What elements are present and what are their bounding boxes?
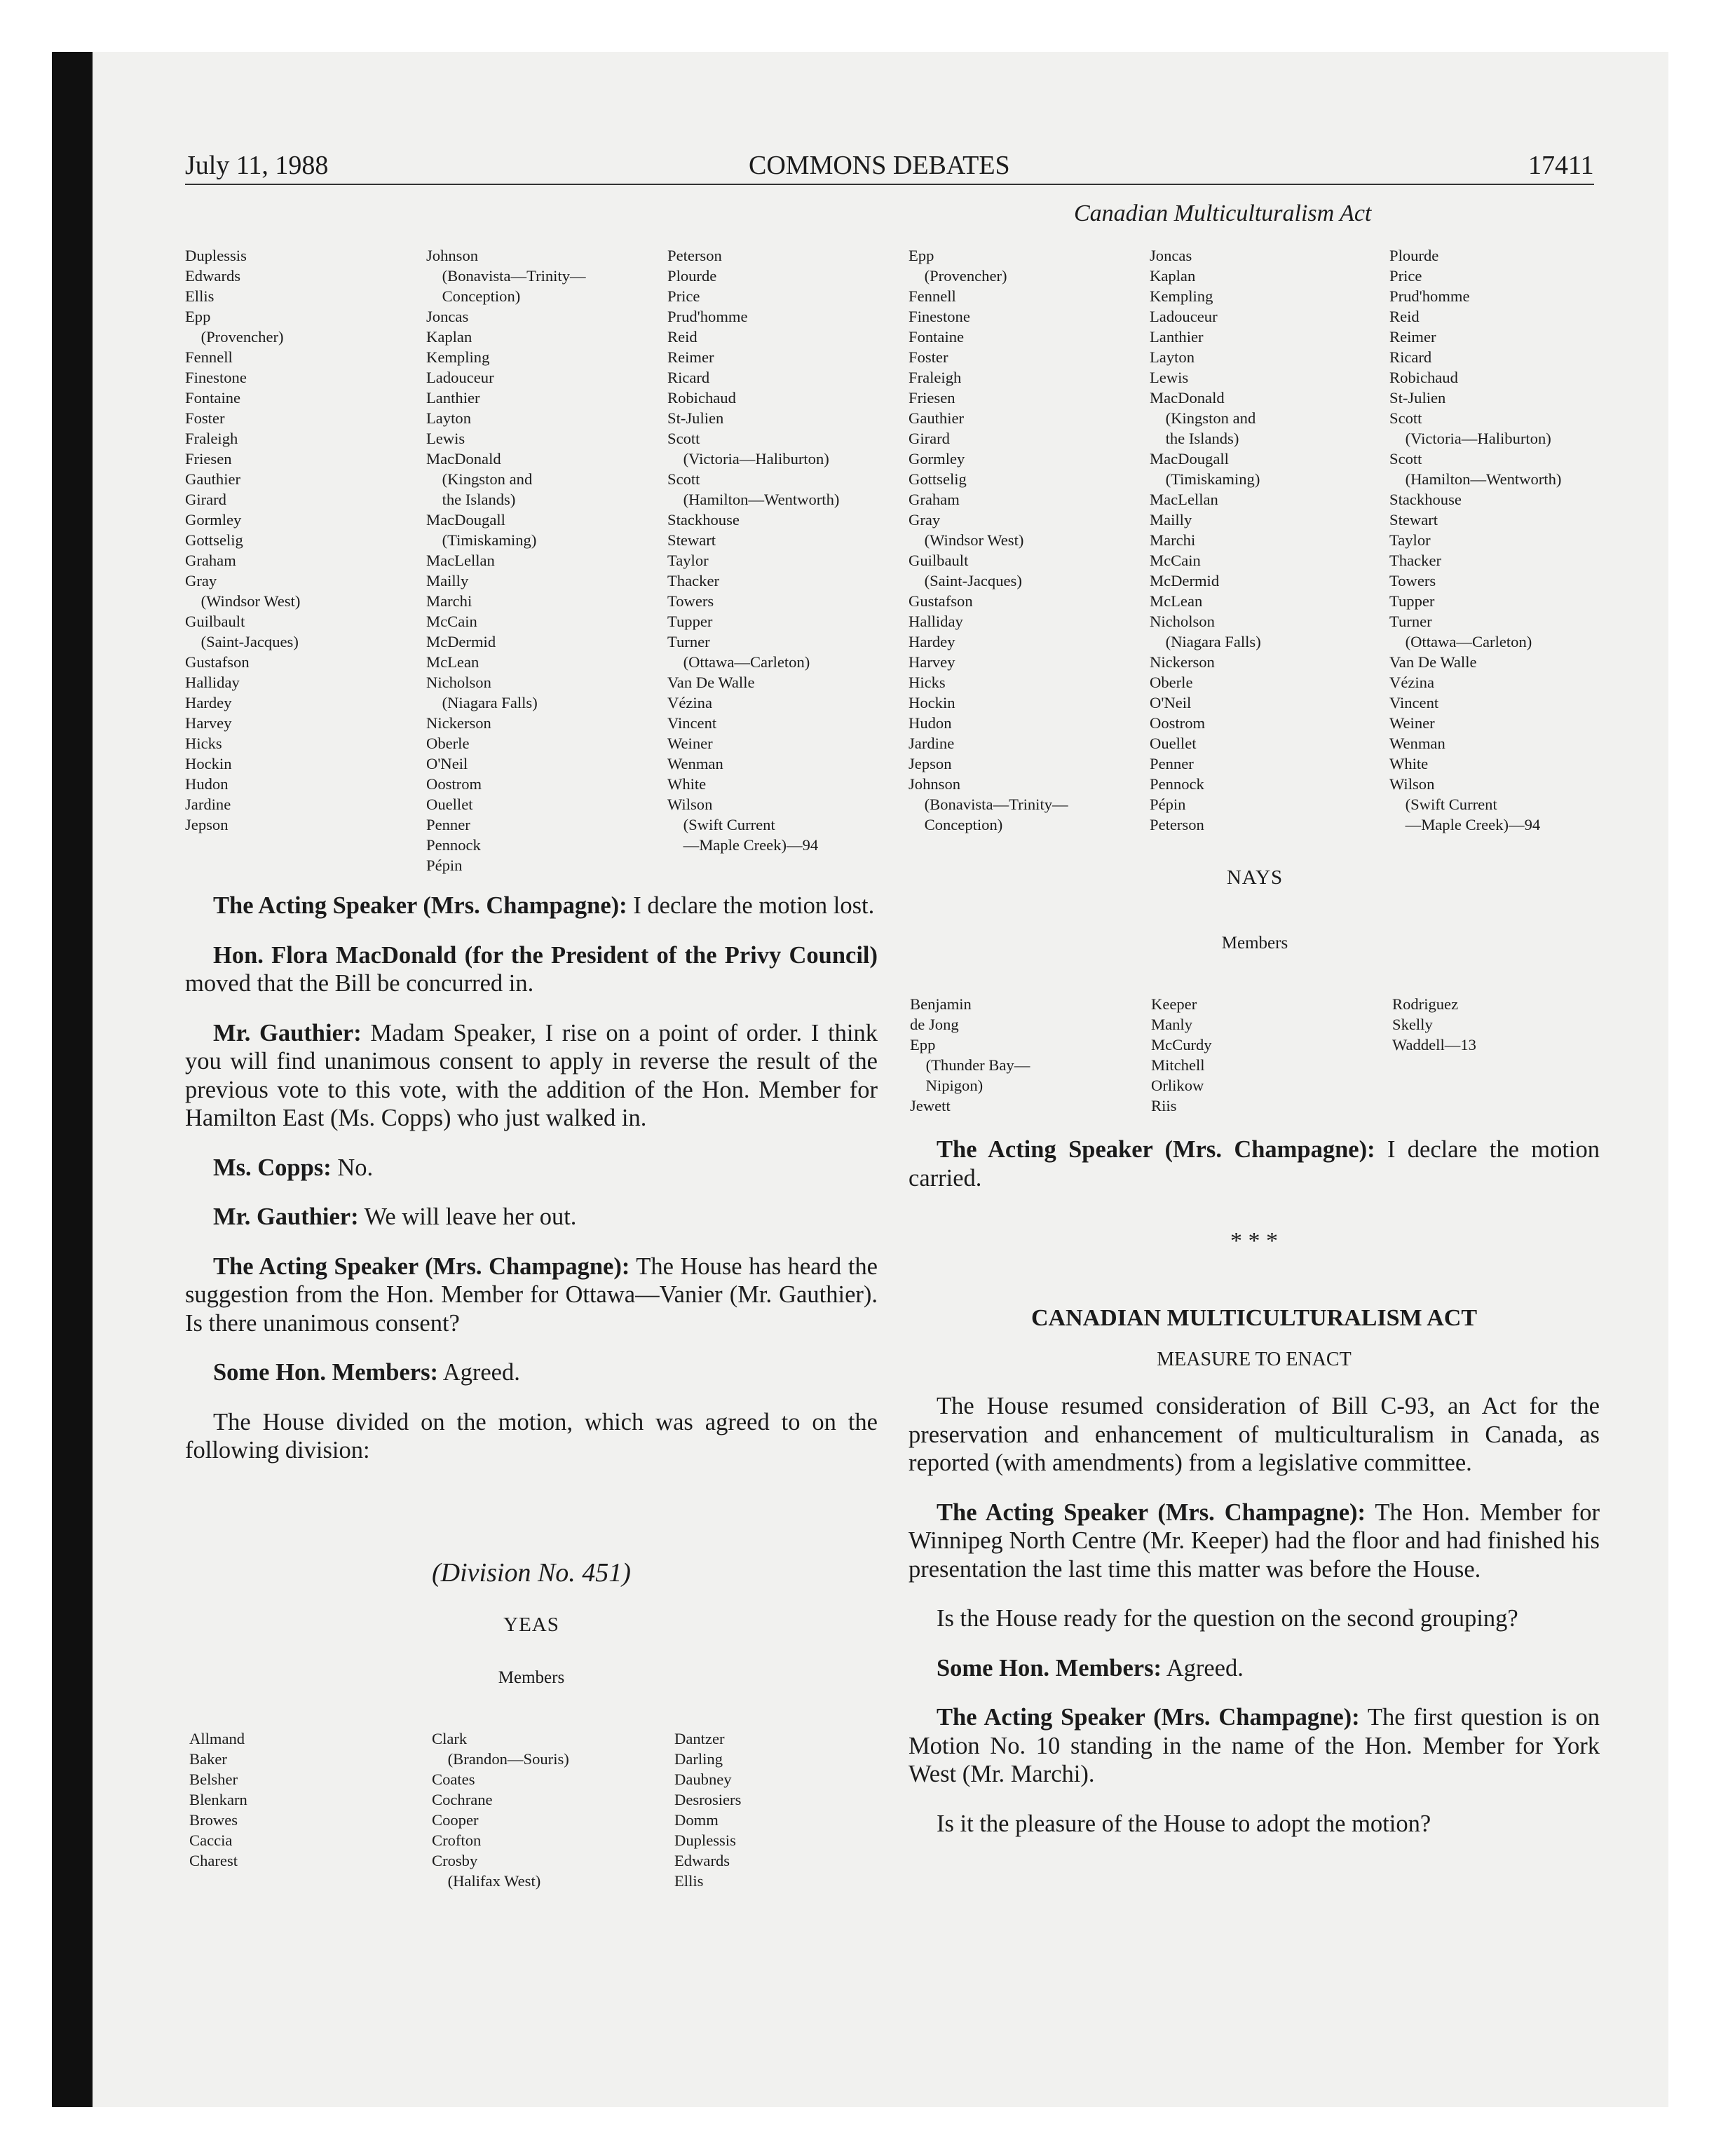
- member-name: (Windsor West): [909, 531, 1024, 549]
- header-publication: COMMONS DEBATES: [749, 151, 1010, 180]
- member-name: Penner: [1150, 755, 1194, 772]
- member-name: Cooper: [432, 1811, 479, 1829]
- member-name: Oberle: [426, 735, 470, 752]
- speech-text: The House has heard the suggestion from the Hon. Member for Ottawa—Vanier (Mr. Gauthier). Is there unanimous consent?: [185, 1253, 878, 1337]
- member-name: Fennell: [909, 287, 956, 305]
- member-name: Hicks: [909, 674, 946, 691]
- member-name: Guilbault: [185, 613, 245, 630]
- member-name: Prud'homme: [1389, 287, 1470, 305]
- member-name: White: [667, 775, 707, 793]
- running-head: Canadian Multiculturalism Act: [1074, 200, 1372, 226]
- member-name: Taylor: [1389, 531, 1431, 549]
- member-name: Marchi: [426, 592, 472, 610]
- member-name: Thacker: [667, 572, 720, 589]
- member-name: Harvey: [909, 653, 955, 671]
- member-name: (Timiskaming): [1150, 470, 1260, 488]
- member-name: (Kingston and: [426, 470, 533, 488]
- speech-text: No.: [331, 1154, 374, 1181]
- member-name: the Islands): [1150, 430, 1239, 447]
- member-name: Gauthier: [909, 409, 965, 427]
- speaker-name: Mr. Gauthier:: [213, 1203, 359, 1230]
- speaker-name: Ms. Copps:: [213, 1154, 332, 1181]
- division-title: (Division No. 451): [432, 1558, 631, 1588]
- speech-text: Agreed.: [437, 1359, 520, 1386]
- member-name: Hardey: [185, 694, 232, 711]
- speech-text: The first question is on Motion No. 10 standing in the name of the Hon. Member for York West (Mr. Marchi).: [909, 1704, 1600, 1787]
- speaker-name: Mr. Gauthier:: [213, 1019, 362, 1046]
- member-name: Ouellet: [426, 796, 473, 813]
- member-name: Weiner: [1389, 714, 1435, 732]
- member-name: Crofton: [432, 1831, 482, 1849]
- member-name: Prud'homme: [667, 308, 748, 325]
- member-name: (Ottawa—Carleton): [1389, 633, 1532, 650]
- member-name: (Niagara Falls): [1150, 633, 1261, 650]
- member-name: Gray: [185, 572, 217, 589]
- division-intro: The House divided on the motion, which was agreed to on the following division:: [185, 1408, 878, 1464]
- member-name: White: [1389, 755, 1429, 772]
- header-rule: [185, 184, 1594, 185]
- member-name: Halliday: [185, 674, 240, 691]
- speaker-name: Hon. Flora MacDonald (for the President of the Privy Council): [213, 941, 878, 969]
- member-name: Robichaud: [1389, 369, 1458, 386]
- member-name: Friesen: [909, 389, 955, 407]
- member-name: Lewis: [1150, 369, 1189, 386]
- member-name: Jepson: [909, 755, 952, 772]
- member-name: Hardey: [909, 633, 955, 650]
- member-name: Crosby: [432, 1852, 478, 1869]
- member-name: O'Neil: [426, 755, 468, 772]
- member-name: Penner: [426, 816, 470, 833]
- member-name: Oostrom: [426, 775, 482, 793]
- member-name: Reid: [1389, 308, 1420, 325]
- member-name: Wenman: [1389, 735, 1445, 752]
- member-name: Finestone: [909, 308, 970, 325]
- member-name: Fontaine: [185, 389, 241, 407]
- member-name: Edwards: [674, 1852, 730, 1869]
- speaker-name: The Acting Speaker (Mrs. Champagne):: [213, 892, 627, 919]
- member-name: Blenkarn: [189, 1791, 247, 1808]
- member-name: Charest: [189, 1852, 238, 1869]
- member-name: Dantzer: [674, 1730, 725, 1747]
- yeas-list-col2: [432, 1728, 569, 1891]
- member-name: Halliday: [909, 613, 963, 630]
- speaker-name: Some Hon. Members:: [937, 1654, 1162, 1681]
- member-name: Stewart: [1389, 511, 1438, 528]
- member-name: Caccia: [189, 1831, 233, 1849]
- member-name: (Thunder Bay—: [910, 1056, 1030, 1074]
- member-name: St-Julien: [1389, 389, 1446, 407]
- member-name: Cochrane: [432, 1791, 493, 1808]
- member-name: Ellis: [185, 287, 215, 305]
- member-name: Vézina: [667, 694, 712, 711]
- nays-members-label: Members: [1221, 934, 1288, 953]
- nays-list-col3: [1392, 994, 1476, 1055]
- member-name: Vézina: [1389, 674, 1434, 691]
- member-name: St-Julien: [667, 409, 724, 427]
- nays-heading: NAYS: [1226, 866, 1284, 889]
- member-name: Riis: [1151, 1097, 1177, 1114]
- member-name: Ladouceur: [426, 369, 494, 386]
- member-name: MacDonald: [1150, 389, 1225, 407]
- member-name: Baker: [189, 1750, 227, 1768]
- member-name: Foster: [185, 409, 225, 427]
- member-name: Towers: [1389, 572, 1436, 589]
- member-name: Turner: [667, 633, 710, 650]
- member-name: Desrosiers: [674, 1791, 742, 1808]
- member-name: Reid: [667, 328, 698, 346]
- member-name: Girard: [185, 491, 226, 508]
- member-name: (Victoria—Haliburton): [1389, 430, 1551, 447]
- member-name: Mailly: [1150, 511, 1192, 528]
- member-name: Stackhouse: [667, 511, 740, 528]
- left-column-text: [185, 892, 878, 1486]
- member-name: Browes: [189, 1811, 238, 1829]
- member-name: Kempling: [426, 348, 490, 366]
- member-name: Graham: [185, 552, 236, 569]
- member-name: Taylor: [667, 552, 709, 569]
- member-name: Fennell: [185, 348, 233, 366]
- right-column-text: [909, 1392, 1600, 1859]
- member-name: Graham: [909, 491, 960, 508]
- speaker-name: Some Hon. Members:: [213, 1359, 438, 1386]
- member-name: Nickerson: [1150, 653, 1215, 671]
- member-name: Conception): [426, 287, 521, 305]
- section-title: CANADIAN MULTICULTURALISM ACT: [1030, 1305, 1478, 1331]
- speech-text: moved that the Bill be concurred in.: [185, 970, 534, 997]
- member-name: Nicholson: [426, 674, 491, 691]
- member-name: Pépin: [426, 857, 463, 874]
- nays-list-col1: [910, 994, 1030, 1116]
- member-name: (Swift Current: [667, 816, 775, 833]
- member-name: McCurdy: [1151, 1036, 1212, 1053]
- yeas-heading: YEAS: [503, 1613, 559, 1636]
- member-name: Foster: [909, 348, 948, 366]
- section-separator-stars: * * *: [1230, 1228, 1278, 1254]
- member-name: (Windsor West): [185, 592, 301, 610]
- speaker-name: The Acting Speaker (Mrs. Champagne):: [937, 1704, 1360, 1731]
- member-name: Oostrom: [1150, 714, 1206, 732]
- member-name: Harvey: [185, 714, 232, 732]
- member-name: Fontaine: [909, 328, 965, 346]
- member-name: McDermid: [1150, 572, 1220, 589]
- member-name: Darling: [674, 1750, 723, 1768]
- member-name: Ricard: [1389, 348, 1432, 366]
- speech-text: Madam Speaker, I rise on a point of order. I think you will find unanimous consent to apply in reverse the result of the previous vote to this vote, with the addition of the Hon. Member for Hamilton East (Ms. Copps) who just walked in.: [185, 1019, 878, 1131]
- member-name: (Bonavista—Trinity—: [426, 267, 586, 285]
- member-name: Gormley: [185, 511, 242, 528]
- member-name: Van De Walle: [667, 674, 755, 691]
- member-name: McCain: [1150, 552, 1201, 569]
- member-name: Nickerson: [426, 714, 491, 732]
- member-name: MacLellan: [426, 552, 495, 569]
- member-name: Peterson: [1150, 816, 1204, 833]
- member-name: Joncas: [1150, 247, 1192, 264]
- member-name: Hockin: [909, 694, 955, 711]
- member-name: Epp: [185, 308, 211, 325]
- member-name: Epp: [909, 247, 934, 264]
- member-name: Tupper: [1389, 592, 1435, 610]
- speaker-name: The Acting Speaker (Mrs. Champagne):: [937, 1499, 1366, 1526]
- member-name: —Maple Creek)—94: [667, 836, 819, 854]
- member-name: McCain: [426, 613, 477, 630]
- member-name: Clark: [432, 1730, 468, 1747]
- member-name: Girard: [909, 430, 950, 447]
- member-name: Conception): [909, 816, 1003, 833]
- speech-text: I declare the motion lost.: [627, 892, 875, 919]
- member-name: Kempling: [1150, 287, 1213, 305]
- member-name: (Saint-Jacques): [185, 633, 299, 650]
- nays-list-col2: [1151, 994, 1212, 1116]
- member-name: Stewart: [667, 531, 716, 549]
- member-name: O'Neil: [1150, 694, 1192, 711]
- member-name: Vincent: [1389, 694, 1439, 711]
- yeas-list-continued-col2: [426, 245, 586, 875]
- member-name: Domm: [674, 1811, 719, 1829]
- carried-text: [909, 1135, 1600, 1213]
- bill-resumed-text: The House resumed consideration of Bill C-93, an Act for the preservation and enhancement of multiculturalism in Canada, as reported (with amendments) from a legislative committee.: [909, 1393, 1600, 1476]
- member-name: Duplessis: [185, 247, 247, 264]
- member-name: Scott: [667, 470, 700, 488]
- scan-binding-edge: [52, 52, 93, 2107]
- member-name: Gustafson: [909, 592, 973, 610]
- member-name: Lanthier: [426, 389, 480, 407]
- member-name: Scott: [1389, 450, 1422, 468]
- member-name: Wilson: [667, 796, 713, 813]
- member-name: (Hamilton—Wentworth): [1389, 470, 1562, 488]
- member-name: Jewett: [910, 1097, 951, 1114]
- member-name: Layton: [1150, 348, 1195, 366]
- member-name: Keeper: [1151, 995, 1197, 1013]
- member-name: Nicholson: [1150, 613, 1215, 630]
- member-name: Towers: [667, 592, 714, 610]
- member-name: Guilbault: [909, 552, 969, 569]
- yeas-members-label: Members: [498, 1668, 565, 1687]
- member-name: (Provencher): [909, 267, 1007, 285]
- member-name: Orlikow: [1151, 1077, 1204, 1094]
- member-name: Kaplan: [1150, 267, 1196, 285]
- member-name: Jepson: [185, 816, 229, 833]
- member-name: Lanthier: [1150, 328, 1204, 346]
- member-name: Van De Walle: [1389, 653, 1477, 671]
- member-name: Marchi: [1150, 531, 1196, 549]
- member-name: Finestone: [185, 369, 247, 386]
- member-name: (Swift Current: [1389, 796, 1497, 813]
- member-name: MacLellan: [1150, 491, 1218, 508]
- member-name: Fraleigh: [909, 369, 962, 386]
- member-name: (Kingston and: [1150, 409, 1256, 427]
- member-name: Vincent: [667, 714, 717, 732]
- member-name: (Hamilton—Wentworth): [667, 491, 840, 508]
- member-name: McLean: [1150, 592, 1203, 610]
- member-name: Johnson: [426, 247, 479, 264]
- speech-text: I declare the motion carried.: [909, 1136, 1600, 1192]
- member-name: Stackhouse: [1389, 491, 1462, 508]
- yeas-list-col3: [674, 1728, 741, 1891]
- speech-text: Agreed.: [1161, 1654, 1244, 1681]
- member-name: Pennock: [426, 836, 481, 854]
- member-name: Gauthier: [185, 470, 241, 488]
- member-name: Nipigon): [910, 1077, 984, 1094]
- yeas-list-continued-col3: [667, 245, 839, 855]
- member-name: Kaplan: [426, 328, 472, 346]
- member-name: Duplessis: [674, 1831, 736, 1849]
- member-name: (Halifax West): [432, 1872, 541, 1890]
- member-name: (Bonavista—Trinity—: [909, 796, 1068, 813]
- member-name: MacDonald: [426, 450, 501, 468]
- member-name: Gustafson: [185, 653, 250, 671]
- member-name: Price: [667, 287, 700, 305]
- member-name: Hicks: [185, 735, 222, 752]
- yeas-list-continued-col1: [185, 245, 300, 835]
- member-name: (Ottawa—Carleton): [667, 653, 810, 671]
- member-name: Benjamin: [910, 995, 972, 1013]
- member-name: Pépin: [1150, 796, 1186, 813]
- member-name: Plourde: [667, 267, 717, 285]
- member-name: Ricard: [667, 369, 710, 386]
- member-name: Peterson: [667, 247, 722, 264]
- yeas-list-col1: [189, 1728, 247, 1871]
- header-page-number: 17411: [1528, 151, 1594, 180]
- member-name: Rodriguez: [1392, 995, 1459, 1013]
- member-name: Belsher: [189, 1770, 238, 1788]
- member-name: (Victoria—Haliburton): [667, 450, 829, 468]
- member-name: de Jong: [910, 1016, 959, 1033]
- member-name: Gottselig: [909, 470, 967, 488]
- member-name: Allmand: [189, 1730, 245, 1747]
- member-name: Scott: [667, 430, 700, 447]
- member-name: Lewis: [426, 430, 465, 447]
- member-name: Thacker: [1389, 552, 1442, 569]
- member-name: Pennock: [1150, 775, 1204, 793]
- member-name: Epp: [910, 1036, 936, 1053]
- question-text: Is the House ready for the question on the second grouping?: [937, 1605, 1518, 1632]
- question-text: Is it the pleasure of the House to adopt the motion?: [937, 1810, 1431, 1837]
- member-name: Plourde: [1389, 247, 1439, 264]
- yeas-list-right-col3: [1389, 245, 1561, 835]
- member-name: McDermid: [426, 633, 496, 650]
- member-name: Reimer: [667, 348, 714, 366]
- member-name: Reimer: [1389, 328, 1436, 346]
- member-name: Coates: [432, 1770, 475, 1788]
- member-name: Joncas: [426, 308, 469, 325]
- member-name: Skelly: [1392, 1016, 1433, 1033]
- member-name: Layton: [426, 409, 471, 427]
- member-name: MacDougall: [1150, 450, 1229, 468]
- header-date: July 11, 1988: [185, 151, 329, 180]
- member-name: Hockin: [185, 755, 232, 772]
- speaker-name: The Acting Speaker (Mrs. Champagne):: [937, 1136, 1375, 1163]
- member-name: Johnson: [909, 775, 961, 793]
- member-name: Gray: [909, 511, 941, 528]
- member-name: (Brandon—Souris): [432, 1750, 569, 1768]
- member-name: Mailly: [426, 572, 469, 589]
- section-subtitle: MEASURE TO ENACT: [1157, 1349, 1352, 1370]
- member-name: Tupper: [667, 613, 713, 630]
- member-name: Wilson: [1389, 775, 1435, 793]
- member-name: Friesen: [185, 450, 232, 468]
- member-name: Hudon: [909, 714, 952, 732]
- member-name: Ladouceur: [1150, 308, 1218, 325]
- member-name: (Provencher): [185, 328, 284, 346]
- member-name: Hudon: [185, 775, 229, 793]
- member-name: Mitchell: [1151, 1056, 1205, 1074]
- member-name: Jardine: [185, 796, 231, 813]
- member-name: Waddell—13: [1392, 1036, 1476, 1053]
- member-name: (Saint-Jacques): [909, 572, 1022, 589]
- member-name: Oberle: [1150, 674, 1193, 691]
- member-name: (Timiskaming): [426, 531, 537, 549]
- member-name: Scott: [1389, 409, 1422, 427]
- member-name: Weiner: [667, 735, 713, 752]
- member-name: Daubney: [674, 1770, 732, 1788]
- member-name: Price: [1389, 267, 1422, 285]
- member-name: Robichaud: [667, 389, 736, 407]
- member-name: Edwards: [185, 267, 241, 285]
- member-name: the Islands): [426, 491, 516, 508]
- speech-text: We will leave her out.: [358, 1203, 577, 1230]
- member-name: (Niagara Falls): [426, 694, 538, 711]
- member-name: McLean: [426, 653, 479, 671]
- member-name: Manly: [1151, 1016, 1192, 1033]
- yeas-list-right-col1: [909, 245, 1068, 835]
- member-name: Gormley: [909, 450, 965, 468]
- member-name: Jardine: [909, 735, 955, 752]
- member-name: Wenman: [667, 755, 723, 772]
- yeas-list-right-col2: [1150, 245, 1261, 835]
- member-name: Ouellet: [1150, 735, 1197, 752]
- member-name: Ellis: [674, 1872, 704, 1890]
- member-name: Fraleigh: [185, 430, 238, 447]
- member-name: Gottselig: [185, 531, 243, 549]
- member-name: —Maple Creek)—94: [1389, 816, 1541, 833]
- speaker-name: The Acting Speaker (Mrs. Champagne):: [213, 1253, 630, 1280]
- speech-text: The Hon. Member for Winnipeg North Centre (Mr. Keeper) had the floor and had finished his presentation the last time this matter was before the House.: [909, 1499, 1600, 1583]
- member-name: MacDougall: [426, 511, 505, 528]
- member-name: Turner: [1389, 613, 1432, 630]
